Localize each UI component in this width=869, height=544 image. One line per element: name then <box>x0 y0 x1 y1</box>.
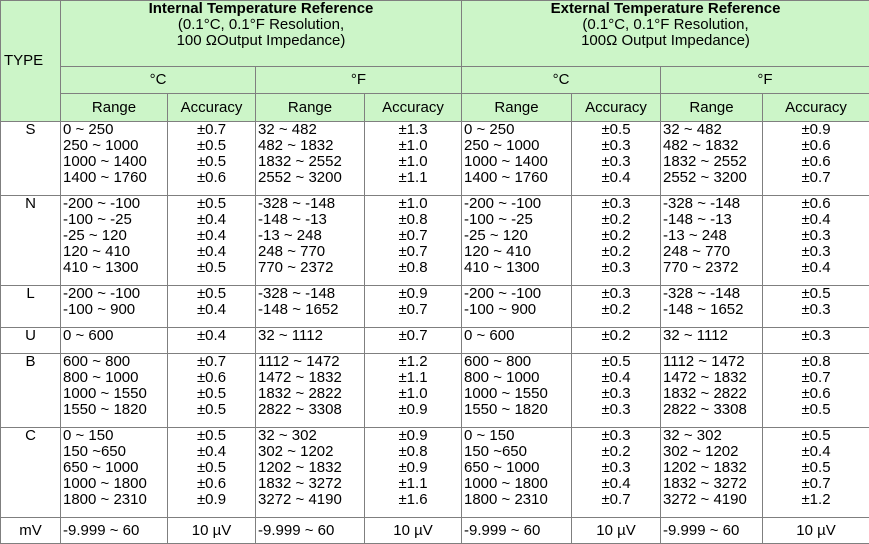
cell-line: ±1.1 <box>398 169 428 186</box>
cell-line: ±0.5 <box>196 153 227 170</box>
external-celsius-range-cell <box>462 518 572 544</box>
type-cell: N <box>1 196 61 286</box>
cell-line: ±1.0 <box>398 385 428 402</box>
cell-line: 1832 ~ 2822 <box>663 385 747 402</box>
cell-line: 250 ~ 1000 <box>464 137 540 154</box>
cell-line: -9.999 ~ 60 <box>663 521 740 539</box>
cell-line: ±0.5 <box>801 285 831 302</box>
external-celsius-range-cell <box>462 196 572 286</box>
internal-celsius-accuracy-cell <box>168 286 256 328</box>
internal-celsius-accuracy-cell <box>168 518 256 544</box>
internal-celsius-range-cell <box>61 518 168 544</box>
internal-reference-line1: (0.1°C, 0.1°F Resolution, <box>177 16 345 33</box>
external-fahrenheit-accuracy-cell <box>763 428 869 518</box>
cell-line: ±0.5 <box>801 459 831 476</box>
cell-line: ±0.7 <box>398 301 428 318</box>
cell-line: ±0.9 <box>196 491 227 508</box>
table-row <box>1 428 869 518</box>
cell-line: ±1.1 <box>398 369 428 386</box>
cell-line: 1000 ~ 1800 <box>464 475 548 492</box>
cell-line: ±0.3 <box>601 385 631 402</box>
type-cell: C <box>1 428 61 518</box>
cell-line: ±0.6 <box>196 475 227 492</box>
cell-line: 0 ~ 150 <box>63 427 114 444</box>
cell-line: 302 ~ 1202 <box>663 443 739 460</box>
cell-line: -200 ~ -100 <box>63 195 141 212</box>
cell-line: 1400 ~ 1760 <box>63 169 147 186</box>
internal-fahrenheit-accuracy-cell <box>365 328 462 354</box>
cell-line: ±1.6 <box>398 491 428 508</box>
internal-celsius-accuracy-cell <box>168 428 256 518</box>
internal-fahrenheit-accuracy-cell <box>365 428 462 518</box>
cell-line: 482 ~ 1832 <box>663 137 739 154</box>
external-celsius-range-cell <box>462 428 572 518</box>
internal-celsius-range-cell <box>61 428 168 518</box>
cell-line: 2822 ~ 3308 <box>663 401 747 418</box>
accuracy-column-header: Accuracy <box>763 94 869 122</box>
cell-line: ±0.7 <box>801 475 831 492</box>
cell-line: 1400 ~ 1760 <box>464 169 548 186</box>
internal-celsius-range-cell <box>61 286 168 328</box>
internal-celsius-header: °C <box>61 67 256 94</box>
cell-line: ±0.8 <box>398 259 428 276</box>
cell-line: ±0.3 <box>801 327 831 344</box>
cell-line: ±0.5 <box>801 427 831 444</box>
cell-line: ±0.7 <box>196 121 227 138</box>
external-celsius-accuracy-cell <box>572 518 661 544</box>
cell-line: ±0.9 <box>801 121 831 138</box>
cell-line: ±0.3 <box>801 227 831 244</box>
internal-celsius-accuracy-cell <box>168 354 256 428</box>
cell-line: 120 ~ 410 <box>464 243 532 260</box>
cell-line: 1800 ~ 2310 <box>464 491 548 508</box>
cell-line: 1832 ~ 3272 <box>258 475 342 492</box>
cell-line: ±0.5 <box>196 137 227 154</box>
internal-celsius-accuracy-cell <box>168 122 256 196</box>
cell-line: 0 ~ 250 <box>63 121 114 138</box>
cell-line: ±0.9 <box>398 459 428 476</box>
cell-line: 600 ~ 800 <box>63 353 131 370</box>
type-cell: B <box>1 354 61 428</box>
cell-line: ±0.6 <box>801 195 831 212</box>
accuracy-column-header: Accuracy <box>168 94 256 122</box>
range-column-header: Range <box>61 94 168 122</box>
internal-fahrenheit-accuracy-cell <box>365 122 462 196</box>
cell-line: -100 ~ 900 <box>63 301 136 318</box>
cell-line: ±0.8 <box>398 211 428 228</box>
cell-line: ±0.3 <box>801 243 831 260</box>
cell-line: 2822 ~ 3308 <box>258 401 342 418</box>
cell-line: -328 ~ -148 <box>663 195 741 212</box>
external-celsius-accuracy-cell <box>572 428 661 518</box>
cell-line: ±0.8 <box>398 443 428 460</box>
table-row <box>1 518 869 544</box>
internal-fahrenheit-header: °F <box>256 67 462 94</box>
cell-line: ±0.9 <box>398 427 428 444</box>
cell-line: 2552 ~ 3200 <box>663 169 747 186</box>
internal-fahrenheit-range-cell <box>256 328 365 354</box>
cell-line: ±0.3 <box>601 459 631 476</box>
cell-line: 1832 ~ 2822 <box>258 385 342 402</box>
external-celsius-accuracy-cell <box>572 122 661 196</box>
cell-line: 1202 ~ 1832 <box>663 459 747 476</box>
cell-line: 800 ~ 1000 <box>63 369 139 386</box>
cell-line: ±0.4 <box>601 475 631 492</box>
cell-line: -200 ~ -100 <box>63 285 141 302</box>
cell-line: ±0.5 <box>196 385 227 402</box>
cell-line: ±0.3 <box>601 137 631 154</box>
cell-line: -328 ~ -148 <box>258 285 336 302</box>
cell-line: -100 ~ 900 <box>464 301 537 318</box>
external-reference-header <box>462 1 869 67</box>
internal-fahrenheit-range-cell <box>256 196 365 286</box>
cell-line: -148 ~ 1652 <box>258 301 339 318</box>
accuracy-column-header: Accuracy <box>365 94 462 122</box>
external-fahrenheit-range-cell <box>661 354 763 428</box>
cell-line: ±0.5 <box>801 401 831 418</box>
cell-line: ±0.2 <box>601 327 631 344</box>
cell-line: 10 µV <box>191 521 232 539</box>
cell-line: 32 ~ 482 <box>663 121 722 138</box>
cell-line: 150 ~650 <box>464 443 527 460</box>
internal-celsius-range-cell <box>61 196 168 286</box>
internal-reference-line2: 100 ΩOutput Impedance) <box>176 32 346 49</box>
cell-line: 32 ~ 1112 <box>663 327 728 344</box>
cell-line: 1832 ~ 2552 <box>663 153 747 170</box>
external-celsius-accuracy-cell <box>572 286 661 328</box>
cell-line: -148 ~ 1652 <box>663 301 744 318</box>
cell-line: 248 ~ 770 <box>258 243 326 260</box>
cell-line: 150 ~650 <box>63 443 126 460</box>
internal-celsius-range-cell <box>61 328 168 354</box>
cell-line: ±0.7 <box>801 369 831 386</box>
internal-fahrenheit-accuracy-cell <box>365 518 462 544</box>
cell-line: -100 ~ -25 <box>464 211 533 228</box>
cell-line: 1832 ~ 3272 <box>663 475 747 492</box>
cell-line: 3272 ~ 4190 <box>663 491 747 508</box>
cell-line: 32 ~ 1112 <box>258 327 323 344</box>
cell-line: 1000 ~ 1400 <box>464 153 548 170</box>
external-celsius-accuracy-cell <box>572 328 661 354</box>
cell-line: 1000 ~ 1550 <box>464 385 548 402</box>
cell-line: ±0.3 <box>601 259 631 276</box>
cell-line: ±0.7 <box>398 327 428 344</box>
cell-line: 800 ~ 1000 <box>464 369 540 386</box>
table-row <box>1 196 869 286</box>
cell-line: ±0.2 <box>601 243 631 260</box>
cell-line: 1000 ~ 1800 <box>63 475 147 492</box>
cell-line: ±0.7 <box>398 243 428 260</box>
external-celsius-range-cell <box>462 328 572 354</box>
cell-line: 1112 ~ 1472 <box>663 353 745 370</box>
internal-fahrenheit-range-cell <box>256 286 365 328</box>
external-fahrenheit-range-cell <box>661 196 763 286</box>
cell-line: ±0.9 <box>398 401 428 418</box>
cell-line: -25 ~ 120 <box>63 227 127 244</box>
type-cell: L <box>1 286 61 328</box>
cell-line: -148 ~ -13 <box>258 211 327 228</box>
cell-line: 1472 ~ 1832 <box>663 369 747 386</box>
cell-line: ±0.5 <box>196 459 227 476</box>
cell-line: 482 ~ 1832 <box>258 137 334 154</box>
cell-line: ±0.8 <box>801 353 831 370</box>
cell-line: 0 ~ 150 <box>464 427 515 444</box>
cell-line: ±0.4 <box>601 169 631 186</box>
cell-line: -328 ~ -148 <box>258 195 336 212</box>
cell-line: ±0.3 <box>601 401 631 418</box>
external-fahrenheit-header: °F <box>661 67 869 94</box>
external-fahrenheit-accuracy-cell <box>763 328 869 354</box>
cell-line: ±0.5 <box>601 121 631 138</box>
range-column-header: Range <box>256 94 365 122</box>
cell-line: 248 ~ 770 <box>663 243 731 260</box>
cell-line: -13 ~ 248 <box>663 227 727 244</box>
cell-line: 3272 ~ 4190 <box>258 491 342 508</box>
cell-line: -328 ~ -148 <box>663 285 741 302</box>
internal-fahrenheit-range-cell <box>256 122 365 196</box>
cell-line: ±0.2 <box>601 301 631 318</box>
cell-line: ±0.4 <box>196 227 227 244</box>
cell-line: ±0.4 <box>196 301 227 318</box>
cell-line: ±0.6 <box>196 369 227 386</box>
cell-line: -200 ~ -100 <box>464 285 542 302</box>
cell-line: ±0.6 <box>196 169 227 186</box>
cell-line: ±0.5 <box>196 401 227 418</box>
cell-line: ±0.2 <box>601 443 631 460</box>
table-row <box>1 286 869 328</box>
cell-line: ±0.4 <box>801 259 831 276</box>
cell-line: 32 ~ 482 <box>258 121 317 138</box>
cell-line: ±1.2 <box>801 491 831 508</box>
cell-line: 0 ~ 600 <box>464 327 515 344</box>
type-cell: mV <box>1 518 61 544</box>
external-fahrenheit-accuracy-cell <box>763 518 869 544</box>
internal-fahrenheit-accuracy-cell <box>365 196 462 286</box>
cell-line: ±0.4 <box>801 211 831 228</box>
type-cell: S <box>1 122 61 196</box>
cell-line: 32 ~ 302 <box>258 427 317 444</box>
external-fahrenheit-range-cell <box>661 286 763 328</box>
cell-line: 0 ~ 600 <box>63 327 114 344</box>
external-celsius-accuracy-cell <box>572 354 661 428</box>
cell-line: ±1.0 <box>398 153 428 170</box>
cell-line: ±1.0 <box>398 195 428 212</box>
cell-line: ±0.4 <box>801 443 831 460</box>
cell-line: ±0.4 <box>196 243 227 260</box>
cell-line: ±0.6 <box>801 153 831 170</box>
cell-line: 10 µV <box>796 521 836 539</box>
cell-line: ±0.5 <box>196 195 227 212</box>
cell-line: ±0.9 <box>398 285 428 302</box>
cell-line: 0 ~ 250 <box>464 121 515 138</box>
cell-line: 650 ~ 1000 <box>464 459 540 476</box>
internal-celsius-accuracy-cell <box>168 196 256 286</box>
internal-fahrenheit-accuracy-cell <box>365 286 462 328</box>
cell-line: ±0.6 <box>801 385 831 402</box>
cell-line: 120 ~ 410 <box>63 243 131 260</box>
cell-line: ±0.5 <box>196 259 227 276</box>
cell-line: -13 ~ 248 <box>258 227 322 244</box>
cell-line: 10 µV <box>393 521 433 539</box>
cell-line: ±0.5 <box>196 285 227 302</box>
external-celsius-accuracy-cell <box>572 196 661 286</box>
cell-line: 410 ~ 1300 <box>63 259 139 276</box>
cell-line: ±0.6 <box>801 137 831 154</box>
cell-line: -9.999 ~ 60 <box>63 521 140 539</box>
internal-fahrenheit-range-cell <box>256 354 365 428</box>
external-fahrenheit-range-cell <box>661 328 763 354</box>
cell-line: ±0.7 <box>601 491 631 508</box>
cell-line: -200 ~ -100 <box>464 195 542 212</box>
cell-line: 32 ~ 302 <box>663 427 722 444</box>
cell-line: 1832 ~ 2552 <box>258 153 342 170</box>
cell-line: 650 ~ 1000 <box>63 459 139 476</box>
cell-line: ±0.4 <box>196 327 227 344</box>
cell-line: ±1.2 <box>398 353 428 370</box>
cell-line: 1202 ~ 1832 <box>258 459 342 476</box>
internal-reference-header <box>61 1 462 67</box>
cell-line: ±0.4 <box>196 443 227 460</box>
internal-fahrenheit-accuracy-cell <box>365 354 462 428</box>
cell-line: ±0.3 <box>601 427 631 444</box>
cell-line: 410 ~ 1300 <box>464 259 540 276</box>
external-celsius-range-cell <box>462 286 572 328</box>
cell-line: -25 ~ 120 <box>464 227 528 244</box>
cell-line: -100 ~ -25 <box>63 211 132 228</box>
table-row <box>1 354 869 428</box>
cell-line: ±0.3 <box>601 195 631 212</box>
cell-line: 2552 ~ 3200 <box>258 169 342 186</box>
external-celsius-range-cell <box>462 122 572 196</box>
cell-line: ±0.4 <box>196 211 227 228</box>
internal-fahrenheit-range-cell <box>256 518 365 544</box>
table-row <box>1 328 869 354</box>
cell-line: ±0.7 <box>801 169 831 186</box>
cell-line: 250 ~ 1000 <box>63 137 139 154</box>
external-fahrenheit-accuracy-cell <box>763 286 869 328</box>
cell-line: 1550 ~ 1820 <box>63 401 147 418</box>
cell-line: ±0.5 <box>196 427 227 444</box>
internal-celsius-range-cell <box>61 122 168 196</box>
external-fahrenheit-range-cell <box>661 428 763 518</box>
cell-line: 600 ~ 800 <box>464 353 532 370</box>
range-column-header: Range <box>661 94 763 122</box>
table-row <box>1 122 869 196</box>
cell-line: 10 µV <box>596 521 636 539</box>
cell-line: 302 ~ 1202 <box>258 443 334 460</box>
external-reference-line1: (0.1°C, 0.1°F Resolution, <box>582 16 749 33</box>
cell-line: 1800 ~ 2310 <box>63 491 147 508</box>
external-fahrenheit-range-cell <box>661 518 763 544</box>
internal-celsius-accuracy-cell <box>168 328 256 354</box>
cell-line: 1000 ~ 1400 <box>63 153 147 170</box>
internal-celsius-range-cell <box>61 354 168 428</box>
cell-line: -148 ~ -13 <box>663 211 732 228</box>
cell-line: -9.999 ~ 60 <box>258 521 335 539</box>
cell-line: ±0.3 <box>801 301 831 318</box>
cell-line: ±0.4 <box>601 369 631 386</box>
cell-line: ±0.7 <box>196 353 227 370</box>
external-celsius-range-cell <box>462 354 572 428</box>
cell-line: ±1.0 <box>398 137 428 154</box>
cell-line: ±0.7 <box>398 227 428 244</box>
internal-reference-title: Internal Temperature Reference <box>148 0 374 17</box>
cell-line: 770 ~ 2372 <box>258 259 334 276</box>
cell-line: ±0.3 <box>601 285 631 302</box>
type-cell: U <box>1 328 61 354</box>
cell-line: 1550 ~ 1820 <box>464 401 548 418</box>
table-body <box>1 122 869 544</box>
cell-line: 770 ~ 2372 <box>663 259 739 276</box>
cell-line: 1112 ~ 1472 <box>258 353 340 370</box>
external-reference-title: External Temperature Reference <box>550 0 781 17</box>
external-fahrenheit-range-cell <box>661 122 763 196</box>
external-reference-line2: 100Ω Output Impedance) <box>581 32 750 49</box>
internal-fahrenheit-range-cell <box>256 428 365 518</box>
range-column-header: Range <box>462 94 572 122</box>
cell-line: ±0.2 <box>601 227 631 244</box>
cell-line: 1472 ~ 1832 <box>258 369 342 386</box>
cell-line: 1000 ~ 1550 <box>63 385 147 402</box>
cell-line: ±1.3 <box>398 121 428 138</box>
cell-line: ±0.5 <box>601 353 631 370</box>
cell-line: -9.999 ~ 60 <box>464 521 541 539</box>
external-fahrenheit-accuracy-cell <box>763 354 869 428</box>
cell-line: ±1.1 <box>398 475 428 492</box>
cell-line: ±0.2 <box>601 211 631 228</box>
external-fahrenheit-accuracy-cell <box>763 196 869 286</box>
accuracy-column-header: Accuracy <box>572 94 661 122</box>
external-fahrenheit-accuracy-cell <box>763 122 869 196</box>
external-celsius-header: °C <box>462 67 661 94</box>
type-header: TYPE <box>1 1 61 122</box>
cell-line: ±0.3 <box>601 153 631 170</box>
